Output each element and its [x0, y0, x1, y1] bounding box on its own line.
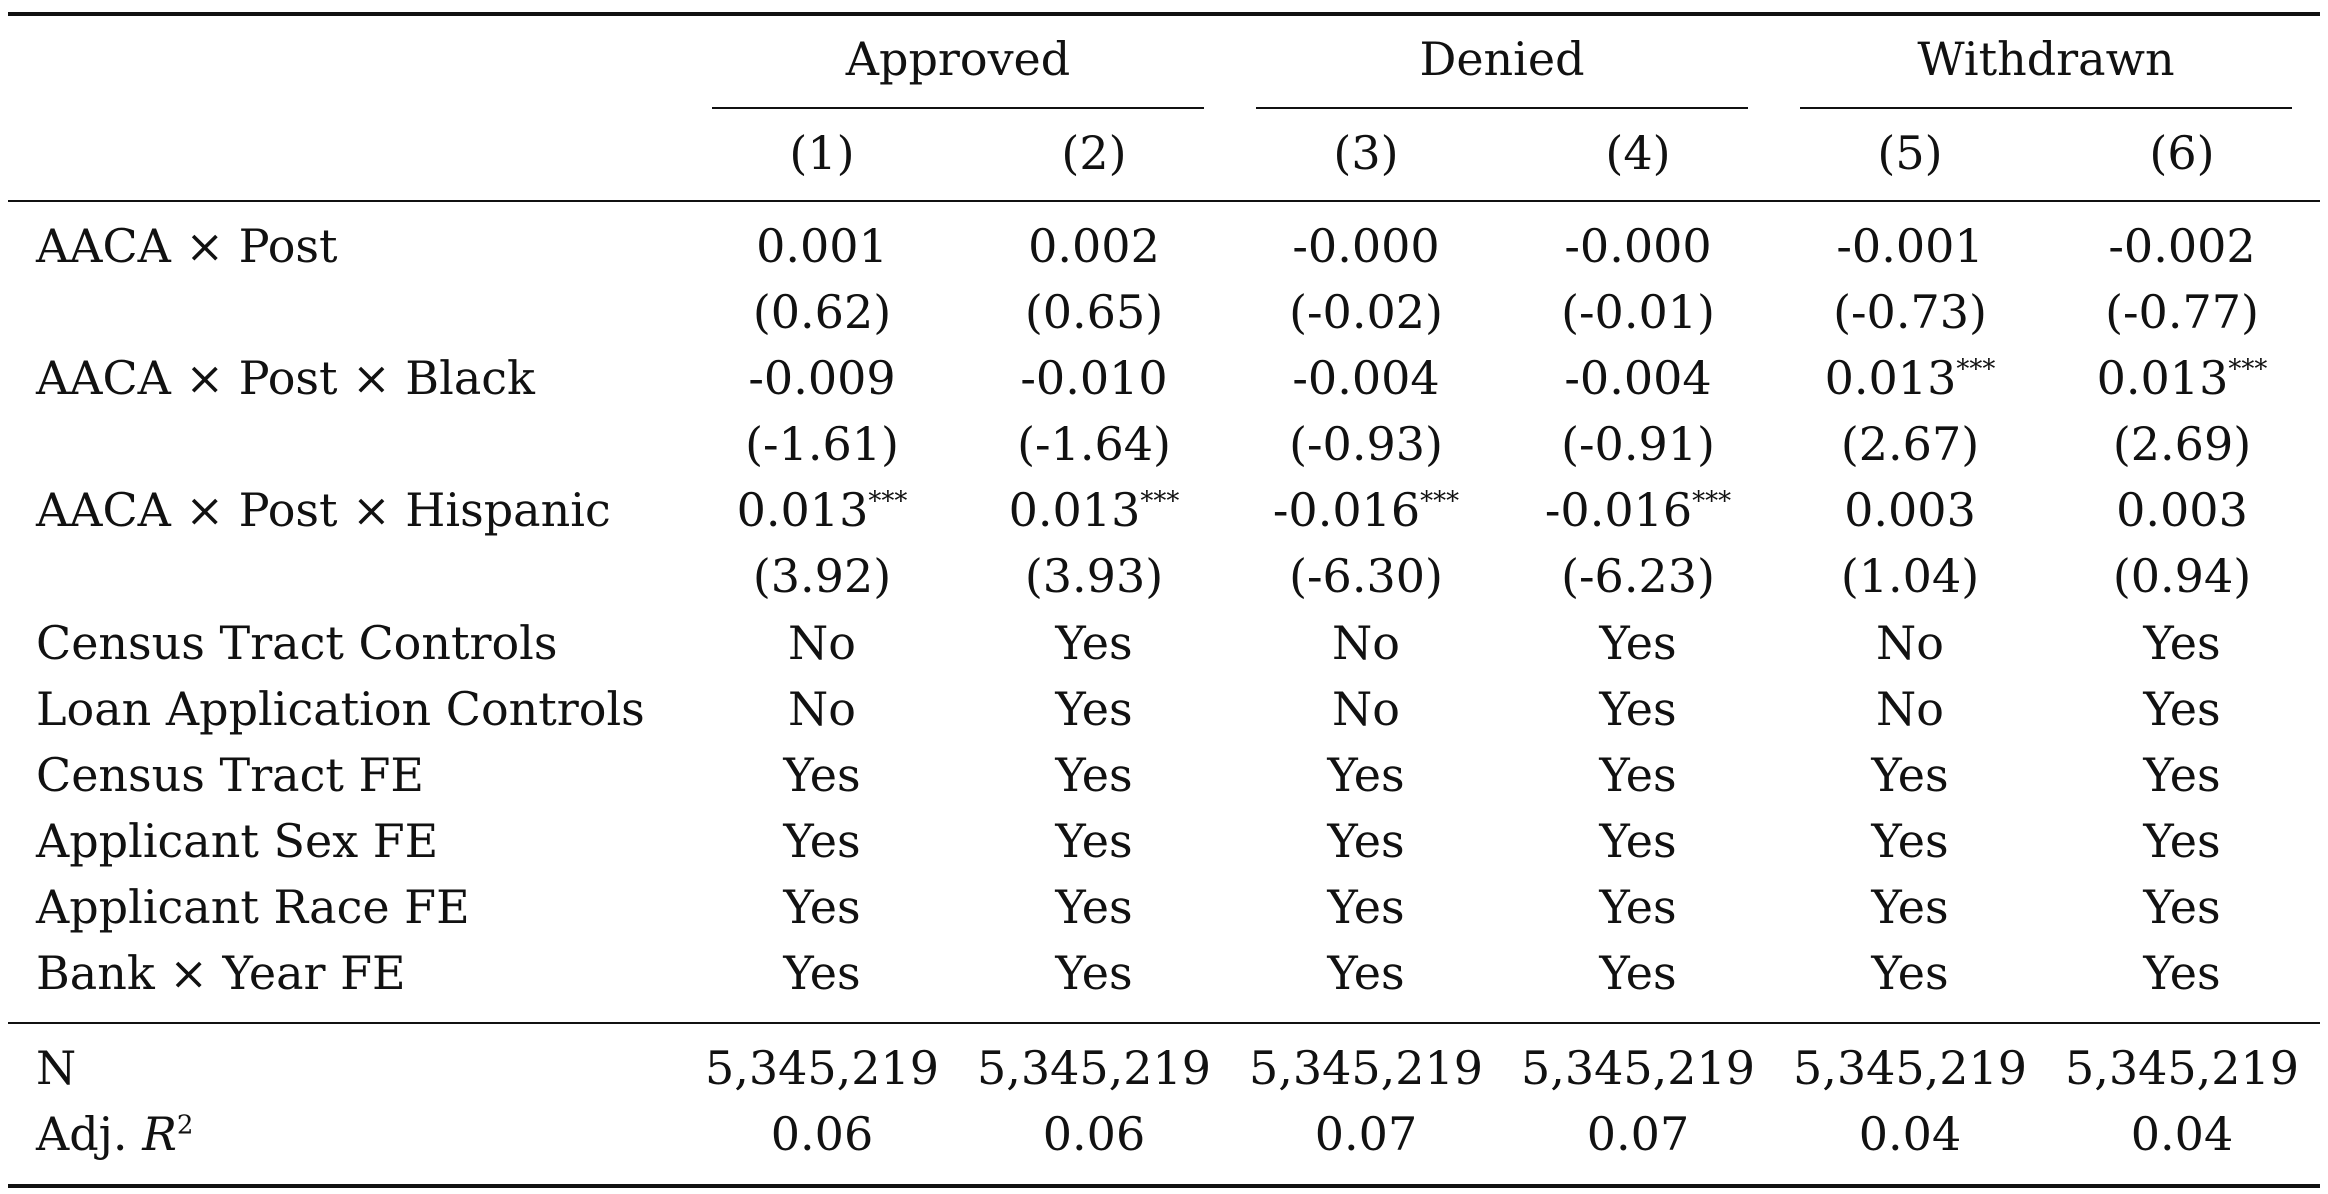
adj-r2-cell: 0.07: [1314, 1107, 1418, 1161]
t-statistic-cell: (3.92): [752, 549, 892, 603]
control-indicator-cell: Yes: [2143, 946, 2221, 1000]
t-statistic-cell: (1.04): [1840, 549, 1980, 603]
control-indicator-cell: No: [788, 682, 856, 736]
t-statistic-cell: (-0.02): [1289, 285, 1443, 339]
coefficient-value: -0.016: [1544, 483, 1693, 537]
coefficient-cell: [2116, 483, 2248, 537]
t-statistic-cell: (0.62): [752, 285, 892, 339]
coefficient-value: -0.009: [748, 351, 896, 405]
coefficient-value: -0.001: [1836, 219, 1984, 273]
adj-r2-label: [36, 1107, 194, 1161]
t-statistic-cell: (3.93): [1024, 549, 1164, 603]
column-header: (4): [1605, 126, 1671, 180]
row-label: AACA × Post: [36, 219, 338, 273]
column-header: (2): [1061, 126, 1127, 180]
t-statistic-cell: (-6.30): [1289, 549, 1443, 603]
observations-cell: 5,345,219: [1248, 1041, 1484, 1095]
control-indicator-cell: Yes: [1599, 616, 1677, 670]
stats-rule: [8, 1022, 2320, 1024]
adj-r2-cell: 0.06: [770, 1107, 874, 1161]
control-indicator-cell: No: [788, 616, 856, 670]
control-indicator-cell: Yes: [2143, 616, 2221, 670]
r-symbol: R: [142, 1107, 177, 1161]
control-indicator-cell: Yes: [2143, 880, 2221, 934]
observations-cell: 5,345,219: [704, 1041, 940, 1095]
control-indicator-cell: Yes: [1055, 880, 1133, 934]
adj-r2-cell: 0.07: [1586, 1107, 1690, 1161]
group-underline-withdrawn: [1800, 107, 2292, 109]
row-label: AACA × Post × Hispanic: [36, 483, 611, 537]
coefficient-cell: [1008, 483, 1180, 537]
control-indicator-cell: Yes: [783, 946, 861, 1000]
control-row-label: Applicant Sex FE: [36, 814, 439, 868]
significance-stars: ***: [1420, 486, 1460, 517]
observations-label: N: [36, 1041, 77, 1095]
control-indicator-cell: Yes: [1327, 946, 1405, 1000]
coefficient-value: -0.010: [1020, 351, 1168, 405]
control-indicator-cell: Yes: [1599, 748, 1677, 802]
control-indicator-cell: Yes: [2143, 682, 2221, 736]
coefficient-value: -0.000: [1292, 219, 1440, 273]
coefficient-value: 0.013: [1824, 351, 1957, 405]
t-statistic-cell: (-1.61): [745, 417, 899, 471]
coefficient-value: -0.004: [1292, 351, 1440, 405]
r-exponent: 2: [176, 1110, 194, 1141]
adj-text: Adj.: [36, 1107, 143, 1161]
significance-stars: ***: [1956, 354, 1996, 385]
control-indicator-cell: Yes: [2143, 748, 2221, 802]
control-indicator-cell: Yes: [1599, 946, 1677, 1000]
coefficient-cell: [1564, 219, 1712, 273]
coefficient-cell: [1020, 351, 1168, 405]
t-statistic-cell: (2.67): [1840, 417, 1980, 471]
coefficient-value: 0.013: [736, 483, 869, 537]
control-indicator-cell: Yes: [783, 748, 861, 802]
column-header: (5): [1877, 126, 1943, 180]
header-rule: [8, 200, 2320, 202]
control-indicator-cell: Yes: [1599, 682, 1677, 736]
t-statistic-cell: (-0.91): [1561, 417, 1715, 471]
group-underline-approved: [712, 107, 1204, 109]
significance-stars: ***: [1692, 486, 1732, 517]
coefficient-value: 0.003: [1844, 483, 1976, 537]
coefficient-cell: [2096, 351, 2268, 405]
observations-cell: 5,345,219: [976, 1041, 1212, 1095]
coefficient-value: 0.002: [1028, 219, 1160, 273]
control-indicator-cell: Yes: [1599, 880, 1677, 934]
control-row-label: Bank × Year FE: [36, 946, 406, 1000]
control-indicator-cell: Yes: [1055, 946, 1133, 1000]
control-row-label: Loan Application Controls: [36, 682, 645, 736]
adj-r2-cell: 0.04: [2130, 1107, 2234, 1161]
control-indicator-cell: Yes: [1327, 880, 1405, 934]
control-indicator-cell: Yes: [1871, 946, 1949, 1000]
coefficient-cell: [1292, 219, 1440, 273]
control-indicator-cell: Yes: [1871, 814, 1949, 868]
coefficient-cell: [1564, 351, 1712, 405]
control-indicator-cell: Yes: [2143, 814, 2221, 868]
row-label: AACA × Post × Black: [36, 351, 535, 405]
coefficient-value: -0.000: [1564, 219, 1712, 273]
control-indicator-cell: No: [1876, 616, 1944, 670]
t-statistic-cell: (-6.23): [1561, 549, 1715, 603]
control-indicator-cell: Yes: [1871, 880, 1949, 934]
control-row-label: Census Tract Controls: [36, 616, 558, 670]
control-indicator-cell: Yes: [1327, 748, 1405, 802]
t-statistic-cell: (-0.93): [1289, 417, 1443, 471]
coefficient-cell: [1028, 219, 1160, 273]
control-row-label: Applicant Race FE: [36, 880, 470, 934]
coefficient-value: 0.003: [2116, 483, 2248, 537]
control-indicator-cell: No: [1876, 682, 1944, 736]
coefficient-cell: [756, 219, 888, 273]
adj-r2-cell: 0.04: [1858, 1107, 1962, 1161]
column-header: (6): [2149, 126, 2215, 180]
significance-stars: ***: [1140, 486, 1180, 517]
group-header-withdrawn: Withdrawn: [1917, 32, 2175, 86]
coefficient-cell: [736, 483, 908, 537]
control-indicator-cell: Yes: [1055, 748, 1133, 802]
control-indicator-cell: Yes: [783, 880, 861, 934]
coefficient-cell: [1544, 483, 1732, 537]
control-indicator-cell: Yes: [783, 814, 861, 868]
coefficient-value: -0.002: [2108, 219, 2256, 273]
observations-cell: 5,345,219: [1520, 1041, 1756, 1095]
significance-stars: ***: [868, 486, 908, 517]
coefficient-value: -0.004: [1564, 351, 1712, 405]
significance-stars: ***: [2228, 354, 2268, 385]
coefficient-value: 0.013: [2096, 351, 2229, 405]
t-statistic-cell: (2.69): [2112, 417, 2252, 471]
coefficient-cell: [2108, 219, 2256, 273]
t-statistic-cell: (-0.77): [2105, 285, 2259, 339]
bottom-rule: [8, 1184, 2320, 1188]
t-statistic-cell: (-0.73): [1833, 285, 1987, 339]
control-indicator-cell: No: [1332, 616, 1400, 670]
coefficient-cell: [1272, 483, 1460, 537]
coefficient-cell: [748, 351, 896, 405]
coefficient-cell: [1844, 483, 1976, 537]
group-header-denied: Denied: [1419, 32, 1585, 86]
group-header-approved: Approved: [845, 32, 1071, 86]
control-row-label: Census Tract FE: [36, 748, 424, 802]
column-header: (1): [789, 126, 855, 180]
coefficient-value: 0.013: [1008, 483, 1141, 537]
coefficient-cell: [1824, 351, 1996, 405]
t-statistic-cell: (-0.01): [1561, 285, 1715, 339]
control-indicator-cell: Yes: [1055, 682, 1133, 736]
top-rule: [8, 12, 2320, 16]
control-indicator-cell: Yes: [1599, 814, 1677, 868]
control-indicator-cell: Yes: [1871, 748, 1949, 802]
coefficient-cell: [1836, 219, 1984, 273]
coefficient-value: 0.001: [756, 219, 888, 273]
coefficient-cell: [1292, 351, 1440, 405]
control-indicator-cell: Yes: [1055, 814, 1133, 868]
control-indicator-cell: Yes: [1055, 616, 1133, 670]
control-indicator-cell: Yes: [1327, 814, 1405, 868]
observations-cell: 5,345,219: [1792, 1041, 2028, 1095]
adj-r2-cell: 0.06: [1042, 1107, 1146, 1161]
column-header: (3): [1333, 126, 1399, 180]
t-statistic-cell: (0.65): [1024, 285, 1164, 339]
coefficient-value: -0.016: [1272, 483, 1421, 537]
control-indicator-cell: No: [1332, 682, 1400, 736]
observations-cell: 5,345,219: [2064, 1041, 2300, 1095]
t-statistic-cell: (-1.64): [1017, 417, 1171, 471]
group-underline-denied: [1256, 107, 1748, 109]
t-statistic-cell: (0.94): [2112, 549, 2252, 603]
